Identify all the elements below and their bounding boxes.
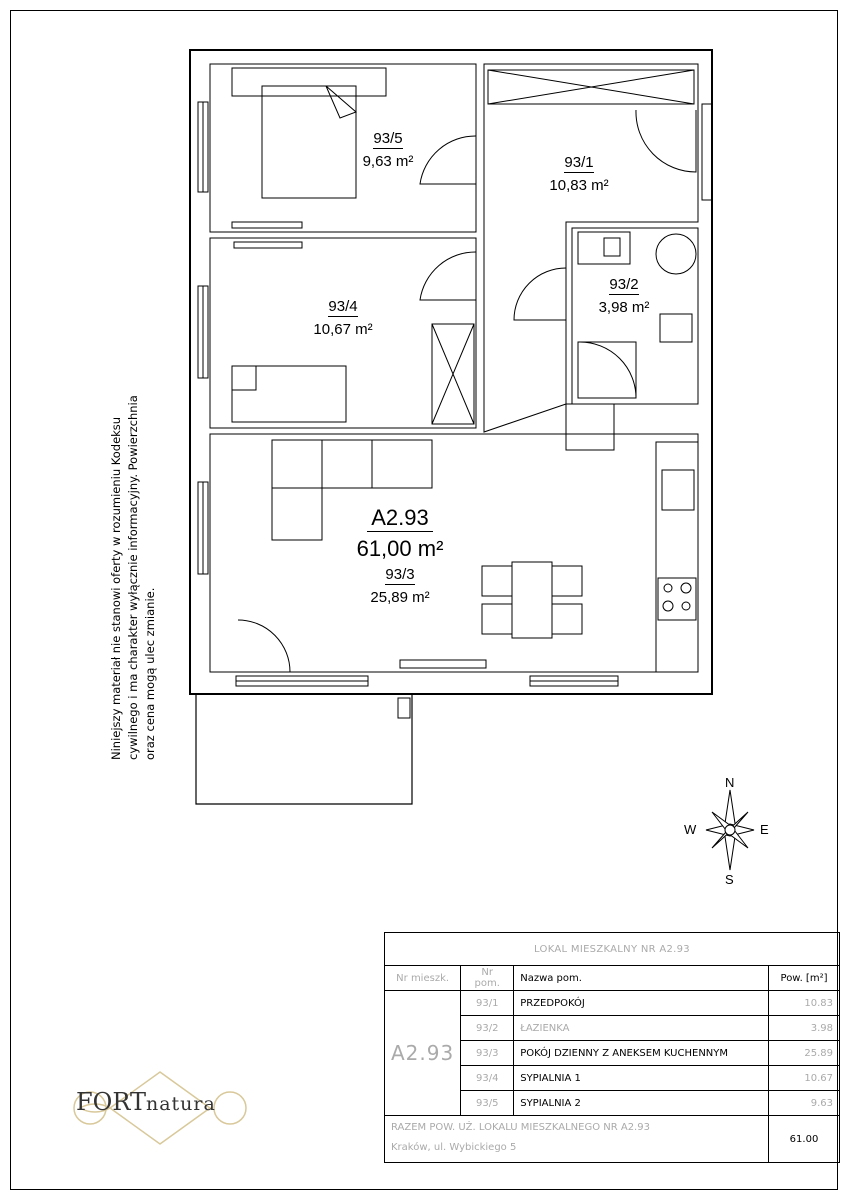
disclaimer xyxy=(108,340,159,760)
compass-east: E xyxy=(760,822,769,837)
logo-main: FORT xyxy=(76,1088,146,1116)
header-area: Pow. [m²] xyxy=(769,966,840,991)
table-total-row xyxy=(385,1116,840,1163)
room-name-cell: SYPIALNIA 2 xyxy=(514,1091,769,1116)
room-no-cell: 93/1 xyxy=(461,991,514,1016)
compass-south: S xyxy=(725,872,734,887)
unit-total-area: 61,00 m² xyxy=(356,536,444,561)
room-no-cell: 93/3 xyxy=(461,1041,514,1066)
unit-code-cell: A2.93 xyxy=(385,991,461,1116)
total-label-cell xyxy=(385,1116,769,1163)
unit-summary xyxy=(330,505,470,606)
room-area: 10,67 m² xyxy=(313,321,373,338)
compass-north: N xyxy=(725,775,735,790)
room-number: 93/2 xyxy=(609,276,639,293)
room-number: 93/1 xyxy=(564,154,594,171)
table-header-row xyxy=(385,966,840,991)
room-area-cell: 10.67 xyxy=(769,1066,840,1091)
room-area: 9,63 m² xyxy=(362,153,414,170)
room-no-cell: 93/5 xyxy=(461,1091,514,1116)
header-unit-no: Nr mieszk. xyxy=(385,966,461,991)
room-number: 93/3 xyxy=(385,566,415,583)
room-schedule-table xyxy=(384,932,840,1163)
total-label: RAZEM POW. UŻ. LOKALU MIESZKALNEGO NR A2.93 xyxy=(391,1122,650,1133)
room-number: 93/5 xyxy=(373,130,403,147)
compass-west: W xyxy=(684,822,697,837)
room-no-cell: 93/4 xyxy=(461,1066,514,1091)
logo-sub: natura xyxy=(145,1093,216,1115)
header-room-no: Nr pom. xyxy=(461,966,514,991)
room-label-93-2 xyxy=(584,276,664,316)
address: Kraków, ul. Wybickiego 5 xyxy=(391,1142,517,1153)
header-room-name: Nazwa pom. xyxy=(514,966,769,991)
room-name-cell: POKÓJ DZIENNY Z ANEKSEM KUCHENNYM xyxy=(514,1041,769,1066)
room-name-cell: PRZEDPOKÓJ xyxy=(514,991,769,1016)
room-label-93-4 xyxy=(298,298,388,338)
room-area: 3,98 m² xyxy=(598,299,650,316)
disclaimer-line: cywilnego i ma charakter wyłącznie informacyjny. Powierzchnia xyxy=(126,395,140,760)
room-area: 25,89 m² xyxy=(370,589,430,606)
room-number: 93/4 xyxy=(328,298,358,315)
room-area-cell: 10.83 xyxy=(769,991,840,1016)
logo-text xyxy=(76,1088,216,1116)
room-area: 10,83 m² xyxy=(549,177,609,194)
disclaimer-line: oraz cena mogą ulec zmianie. xyxy=(143,587,157,760)
disclaimer-line: Niniejszy materiał nie stanowi oferty w rozumieniu Kodeksu xyxy=(109,416,123,760)
compass-rose xyxy=(706,790,754,870)
room-no-cell: 93/2 xyxy=(461,1016,514,1041)
unit-code: A2.93 xyxy=(367,505,433,532)
table-title-row xyxy=(385,933,840,966)
room-area-cell: 25.89 xyxy=(769,1041,840,1066)
room-label-93-5 xyxy=(348,130,428,170)
table-title: LOKAL MIESZKALNY NR A2.93 xyxy=(385,933,840,966)
room-label-93-1 xyxy=(534,154,624,194)
table-row xyxy=(385,991,840,1016)
room-name-cell: SYPIALNIA 1 xyxy=(514,1066,769,1091)
room-name-cell: ŁAZIENKA xyxy=(514,1016,769,1041)
room-area-cell: 3.98 xyxy=(769,1016,840,1041)
total-value-cell: 61.00 xyxy=(769,1116,840,1163)
room-area-cell: 9.63 xyxy=(769,1091,840,1116)
